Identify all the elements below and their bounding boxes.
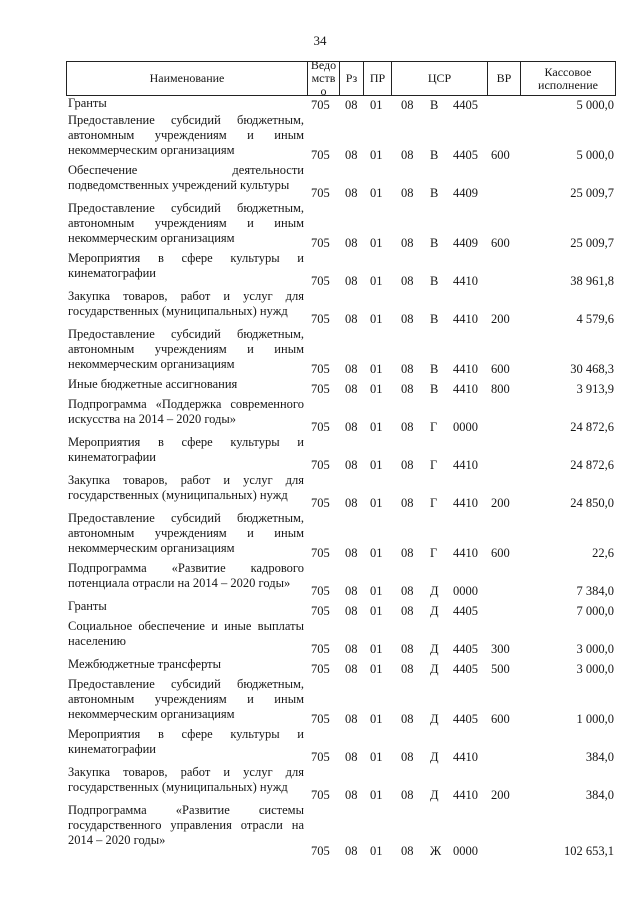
row-rz: 08: [345, 496, 358, 510]
row-ved: 705: [311, 312, 330, 326]
row-rz: 08: [345, 420, 358, 434]
row-rz: 08: [345, 604, 358, 618]
row-name: Предоставление субсидий бюджетным, автономным учреждениям и иным некоммерческим организациям: [68, 201, 304, 245]
row-csr-part3: 4410: [453, 382, 478, 396]
row-csr-part1: 08: [401, 274, 414, 288]
row-amount: 3 000,0: [576, 642, 614, 656]
row-csr-part1: 08: [401, 420, 414, 434]
row-rz: 08: [345, 844, 358, 858]
row-csr-part2: Д: [430, 788, 439, 802]
row-rz: 08: [345, 236, 358, 250]
row-csr-part3: 4410: [453, 458, 478, 472]
row-amount: 384,0: [585, 750, 614, 764]
row-pr: 01: [370, 662, 383, 676]
row-vr: 200: [491, 496, 510, 510]
row-amount: 25 009,7: [570, 186, 614, 200]
row-ved: 705: [311, 148, 330, 162]
row-name: Подпрограмма «Поддержка современного искусства на 2014 – 2020 годы»: [68, 397, 304, 426]
row-vr: 600: [491, 236, 510, 250]
table-row: [66, 201, 616, 251]
table-row: [66, 619, 616, 657]
row-ved: 705: [311, 546, 330, 560]
header-amount: Кассовое исполнение: [538, 64, 598, 92]
row-csr-part1: 08: [401, 546, 414, 560]
row-amount: 7 384,0: [576, 584, 614, 598]
row-name: Мероприятия в сфере культуры и кинематографии: [68, 435, 304, 464]
row-vr: 600: [491, 362, 510, 376]
row-vr: 300: [491, 642, 510, 656]
row-rz: 08: [345, 712, 358, 726]
row-pr: 01: [370, 236, 383, 250]
row-ved: 705: [311, 274, 330, 288]
row-name: Предоставление субсидий бюджетным, автономным учреждениям и иным некоммерческим организациям: [68, 113, 304, 157]
row-name: Закупка товаров, работ и услуг для государственных (муниципальных) нужд: [68, 289, 304, 318]
row-ved: 705: [311, 584, 330, 598]
row-pr: 01: [370, 546, 383, 560]
row-rz: 08: [345, 148, 358, 162]
row-name: Мероприятия в сфере культуры и кинематографии: [68, 251, 304, 280]
row-csr-part3: 0000: [453, 584, 478, 598]
table-row: [66, 435, 616, 473]
row-csr-part3: 4405: [453, 98, 478, 112]
row-csr-part3: 0000: [453, 844, 478, 858]
header-ved: Ведомство: [308, 62, 340, 95]
row-ved: 705: [311, 604, 330, 618]
row-amount: 4 579,6: [576, 312, 614, 326]
row-csr-part1: 08: [401, 362, 414, 376]
row-name: Закупка товаров, работ и услуг для государственных (муниципальных) нужд: [68, 473, 304, 502]
row-vr: 600: [491, 712, 510, 726]
row-rz: 08: [345, 382, 358, 396]
row-amount: 24 850,0: [570, 496, 614, 510]
row-ved: 705: [311, 642, 330, 656]
row-ved: 705: [311, 362, 330, 376]
row-ved: 705: [311, 750, 330, 764]
row-name: Гранты: [68, 599, 107, 613]
row-ved: 705: [311, 844, 330, 858]
row-csr-part2: В: [430, 274, 439, 288]
header-csr: ЦСР: [392, 62, 488, 95]
row-vr: 800: [491, 382, 510, 396]
row-pr: 01: [370, 584, 383, 598]
row-csr-part2: Д: [430, 712, 439, 726]
row-name: Предоставление субсидий бюджетным, автономным учреждениям и иным некоммерческим организациям: [68, 511, 304, 555]
row-rz: 08: [345, 274, 358, 288]
row-name: Подпрограмма «Развитие кадрового потенциала отрасли на 2014 – 2020 годы»: [68, 561, 304, 590]
row-name: Закупка товаров, работ и услуг для государственных (муниципальных) нужд: [68, 765, 304, 794]
row-name: Межбюджетные трансферты: [68, 657, 222, 671]
row-vr: 200: [491, 788, 510, 802]
row-vr: 500: [491, 662, 510, 676]
row-csr-part1: 08: [401, 458, 414, 472]
row-vr: 600: [491, 148, 510, 162]
row-amount: 3 000,0: [576, 662, 614, 676]
row-csr-part2: Г: [430, 420, 438, 434]
row-csr-part3: 4409: [453, 186, 478, 200]
row-amount: 24 872,6: [570, 458, 614, 472]
row-amount: 1 000,0: [576, 712, 614, 726]
row-csr-part3: 4410: [453, 312, 478, 326]
row-amount: 3 913,9: [576, 382, 614, 396]
table-row: [66, 96, 616, 113]
table-row: [66, 377, 616, 397]
row-rz: 08: [345, 750, 358, 764]
row-pr: 01: [370, 712, 383, 726]
row-csr-part1: 08: [401, 98, 414, 112]
row-rz: 08: [345, 642, 358, 656]
row-csr-part1: 08: [401, 712, 414, 726]
row-csr-part2: Ж: [430, 844, 442, 858]
row-csr-part3: 4410: [453, 496, 478, 510]
row-csr-part1: 08: [401, 662, 414, 676]
row-ved: 705: [311, 788, 330, 802]
row-vr: 200: [491, 312, 510, 326]
row-name: Мероприятия в сфере культуры и кинематографии: [68, 727, 304, 756]
table-header: [66, 58, 616, 98]
row-csr-part3: 4410: [453, 362, 478, 376]
row-ved: 705: [311, 420, 330, 434]
table-row: [66, 327, 616, 377]
row-csr-part2: Д: [430, 604, 439, 618]
row-ved: 705: [311, 712, 330, 726]
budget-table: [66, 58, 616, 859]
row-rz: 08: [345, 362, 358, 376]
row-csr-part3: 0000: [453, 420, 478, 434]
row-csr-part1: 08: [401, 584, 414, 598]
row-csr-part1: 08: [401, 236, 414, 250]
table-row: [66, 803, 616, 859]
header-rz: Рз: [340, 62, 364, 95]
row-rz: 08: [345, 788, 358, 802]
row-csr-part2: В: [430, 98, 439, 112]
row-rz: 08: [345, 546, 358, 560]
row-csr-part2: Д: [430, 750, 439, 764]
row-ved: 705: [311, 382, 330, 396]
table-row: [66, 473, 616, 511]
row-pr: 01: [370, 604, 383, 618]
row-csr-part2: В: [430, 382, 439, 396]
row-csr-part1: 08: [401, 750, 414, 764]
row-amount: 384,0: [585, 788, 614, 802]
row-name: Гранты: [68, 96, 107, 110]
table-row: [66, 677, 616, 727]
row-csr-part2: Г: [430, 496, 438, 510]
header-pr: ПР: [364, 62, 392, 95]
row-csr-part2: Д: [430, 662, 439, 676]
row-amount: 24 872,6: [570, 420, 614, 434]
row-csr-part3: 4405: [453, 642, 478, 656]
table-row: [66, 765, 616, 803]
row-pr: 01: [370, 496, 383, 510]
row-pr: 01: [370, 750, 383, 764]
row-pr: 01: [370, 274, 383, 288]
row-csr-part1: 08: [401, 496, 414, 510]
row-csr-part3: 4409: [453, 236, 478, 250]
row-csr-part1: 08: [401, 642, 414, 656]
row-rz: 08: [345, 98, 358, 112]
row-amount: 22,6: [592, 546, 614, 560]
row-pr: 01: [370, 148, 383, 162]
row-name: Предоставление субсидий бюджетным, автономным учреждениям и иным некоммерческим организациям: [68, 677, 304, 721]
row-csr-part1: 08: [401, 844, 414, 858]
table-body: [66, 96, 616, 859]
row-csr-part2: В: [430, 236, 439, 250]
table-row: [66, 163, 616, 201]
row-csr-part2: В: [430, 312, 439, 326]
row-csr-part3: 4405: [453, 662, 478, 676]
row-name: Предоставление субсидий бюджетным, автономным учреждениям и иным некоммерческим организациям: [68, 327, 304, 371]
row-csr-part2: В: [430, 362, 439, 376]
row-csr-part1: 08: [401, 382, 414, 396]
row-csr-part3: 4410: [453, 788, 478, 802]
table-row: [66, 251, 616, 289]
row-amount: 5 000,0: [576, 98, 614, 112]
row-amount: 30 468,3: [570, 362, 614, 376]
row-amount: 5 000,0: [576, 148, 614, 162]
row-pr: 01: [370, 362, 383, 376]
row-csr-part1: 08: [401, 604, 414, 618]
row-pr: 01: [370, 382, 383, 396]
row-csr-part1: 08: [401, 788, 414, 802]
row-name: Социальное обеспечение и иные выплаты населению: [68, 619, 304, 648]
table-row: [66, 561, 616, 599]
row-pr: 01: [370, 642, 383, 656]
row-csr-part3: 4405: [453, 712, 478, 726]
row-rz: 08: [345, 662, 358, 676]
row-pr: 01: [370, 420, 383, 434]
row-csr-part1: 08: [401, 148, 414, 162]
header-name: Наименование: [67, 62, 308, 95]
row-csr-part1: 08: [401, 312, 414, 326]
row-csr-part2: В: [430, 148, 439, 162]
row-pr: 01: [370, 788, 383, 802]
row-csr-part2: Д: [430, 642, 439, 656]
table-row: [66, 511, 616, 561]
row-csr-part2: Г: [430, 458, 438, 472]
row-ved: 705: [311, 496, 330, 510]
table-row: [66, 113, 616, 163]
row-ved: 705: [311, 98, 330, 112]
row-name: Обеспечение деятельности подведомственных учреждений культуры: [68, 163, 304, 192]
row-ved: 705: [311, 236, 330, 250]
row-csr-part3: 4410: [453, 274, 478, 288]
row-csr-part2: Г: [430, 546, 438, 560]
header-vr: ВР: [488, 62, 521, 95]
row-amount: 25 009,7: [570, 236, 614, 250]
row-csr-part2: В: [430, 186, 439, 200]
row-csr-part3: 4405: [453, 148, 478, 162]
row-ved: 705: [311, 458, 330, 472]
row-rz: 08: [345, 312, 358, 326]
row-csr-part1: 08: [401, 186, 414, 200]
row-amount: 102 653,1: [564, 844, 614, 858]
row-amount: 38 961,8: [570, 274, 614, 288]
row-rz: 08: [345, 584, 358, 598]
table-row: [66, 289, 616, 327]
row-csr-part3: 4405: [453, 604, 478, 618]
row-pr: 01: [370, 186, 383, 200]
page-number: 34: [313, 33, 327, 48]
row-csr-part3: 4410: [453, 546, 478, 560]
row-pr: 01: [370, 98, 383, 112]
row-csr-part3: 4410: [453, 750, 478, 764]
row-pr: 01: [370, 312, 383, 326]
table-row: [66, 397, 616, 435]
row-ved: 705: [311, 186, 330, 200]
row-amount: 7 000,0: [576, 604, 614, 618]
table-row: [66, 657, 616, 677]
row-name: Подпрограмма «Развитие системы государственного управления отрасли на 2014 – 2020 годы»: [68, 803, 304, 847]
row-vr: 600: [491, 546, 510, 560]
row-pr: 01: [370, 844, 383, 858]
row-name: Иные бюджетные ассигнования: [68, 377, 238, 391]
table-row: [66, 599, 616, 619]
row-rz: 08: [345, 186, 358, 200]
row-rz: 08: [345, 458, 358, 472]
table-row: [66, 727, 616, 765]
row-csr-part2: Д: [430, 584, 439, 598]
row-pr: 01: [370, 458, 383, 472]
row-ved: 705: [311, 662, 330, 676]
